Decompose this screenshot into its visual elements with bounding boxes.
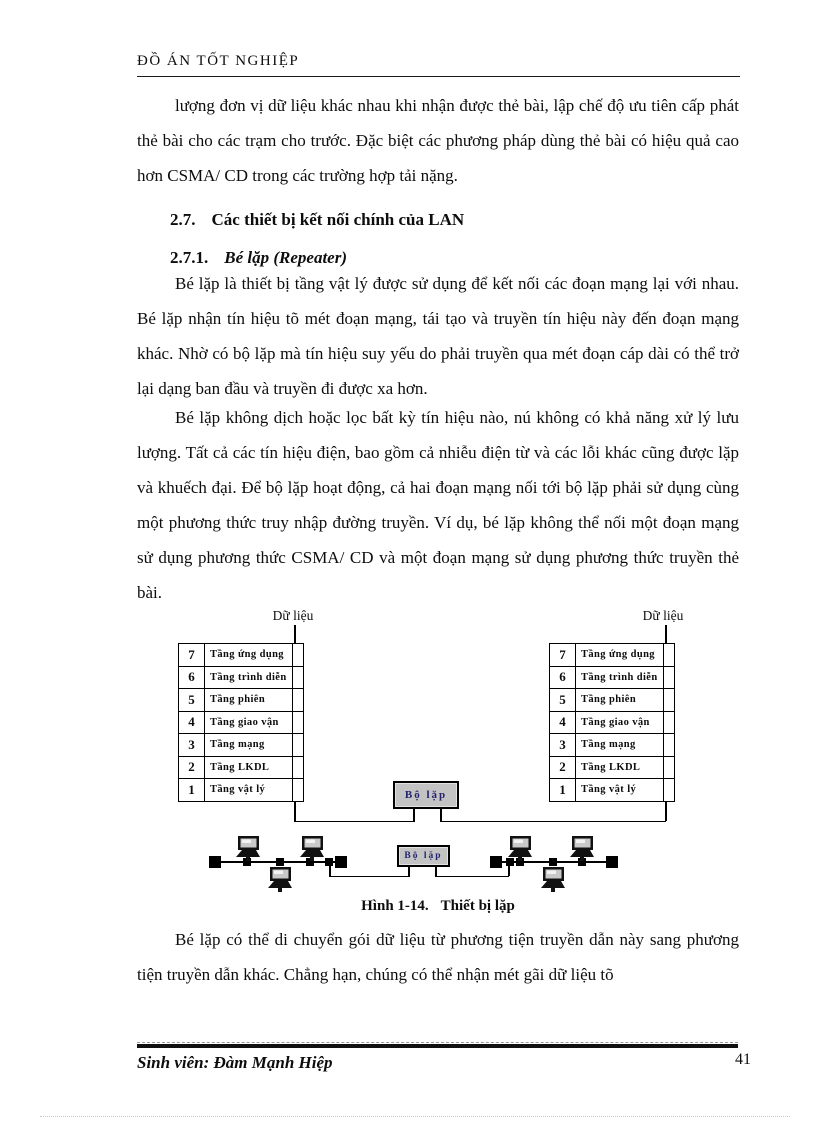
layer-tail-cell (293, 711, 304, 734)
layer-number: 4 (179, 711, 205, 734)
computer-icon (565, 835, 599, 862)
terminator-icon (209, 856, 221, 868)
layer-name: Tầng ứng dụng (205, 644, 293, 667)
layer-tail-cell (293, 734, 304, 757)
layer-number: 1 (550, 779, 576, 802)
layer-number: 7 (550, 644, 576, 667)
layer-name: Tầng vật lý (205, 779, 293, 802)
osi-row (550, 756, 675, 779)
layer-number: 3 (550, 734, 576, 757)
computer-icon (503, 835, 537, 862)
osi-stack-left (178, 643, 304, 802)
data-label-left: Dữ liệu (272, 608, 314, 623)
osi-row (550, 779, 675, 802)
layer-name: Tầng vật lý (576, 779, 664, 802)
layer-tail-cell (664, 644, 675, 667)
layer-tail-cell (293, 644, 304, 667)
layer-tail-cell (293, 689, 304, 712)
layer-name: Tầng phiên (576, 689, 664, 712)
connector-horizontal-right (435, 876, 509, 878)
footer-rule (137, 1042, 738, 1073)
layer-name: Tầng LKDL (205, 756, 293, 779)
computer-icon (536, 866, 570, 893)
layer-name: Tầng mạng (576, 734, 664, 757)
figure-caption-text: Thiết bị lặp (440, 898, 515, 914)
page-number: 41 (735, 1051, 751, 1068)
layer-name: Tầng mạng (205, 734, 293, 757)
layer-name: Tầng giao vận (576, 711, 664, 734)
footer-rule-bar (137, 1044, 738, 1048)
layer-tail-cell (664, 779, 675, 802)
heading-number: 2.7.1. (170, 248, 209, 267)
osi-row (550, 689, 675, 712)
layer-tail-cell (664, 689, 675, 712)
heading-text: Các thiết bị kết nối chính của LAN (211, 210, 465, 229)
layer-name: Tầng LKDL (576, 756, 664, 779)
osi-row (550, 711, 675, 734)
layer-number: 7 (179, 644, 205, 667)
section-heading-2-7 (137, 202, 739, 237)
paragraph-token-bus: lượng đơn vị dữ liệu khác nhau khi nhận được thẻ bài, lập chế độ ưu tiên cấp phát thẻ bài cho các trạm cho trước. Đặc biệt các phương pháp dùng thẻ bài có hiệu quả cao hơn CSMA/ CD trong các trường hợp tải nặng. (137, 96, 739, 185)
layer-tail-cell (664, 666, 675, 689)
osi-row (550, 666, 675, 689)
osi-row (179, 644, 304, 667)
layer-name: Tầng phiên (205, 689, 293, 712)
layer-number: 1 (179, 779, 205, 802)
page-bottom-border (40, 1116, 790, 1117)
layer-name: Tầng giao vận (205, 711, 293, 734)
layer-number: 2 (550, 756, 576, 779)
figure-caption (137, 898, 739, 915)
layer-tail-cell (293, 666, 304, 689)
layer-tail-cell (293, 756, 304, 779)
tap-icon (549, 858, 557, 866)
layer-number: 6 (550, 666, 576, 689)
layer-name: Tầng ứng dụng (576, 644, 664, 667)
osi-row (179, 666, 304, 689)
osi-stack-right (549, 643, 675, 802)
repeater-box-bottom: Bộ lặp (397, 845, 450, 867)
layer-tail-cell (664, 734, 675, 757)
connector-horizontal-right (440, 821, 666, 823)
osi-row (179, 779, 304, 802)
connector-horizontal-left (329, 876, 409, 878)
repeater-box-top: Bộ lặp (393, 781, 459, 809)
layer-tail-cell (664, 711, 675, 734)
layer-number: 6 (179, 666, 205, 689)
page-header-title: ĐỒ ÁN TỐT NGHIỆP (137, 53, 740, 77)
computer-icon (231, 835, 265, 862)
osi-row (179, 689, 304, 712)
terminator-icon (335, 856, 347, 868)
connector-horizontal-left (294, 821, 414, 823)
layer-tail-cell (664, 756, 675, 779)
footer-author: Sinh viên: Đàm Mạnh Hiệp (137, 1052, 333, 1072)
osi-row (179, 711, 304, 734)
computer-icon (295, 835, 329, 862)
terminator-icon (490, 856, 502, 868)
layer-number: 5 (179, 689, 205, 712)
osi-row (179, 734, 304, 757)
paragraph-repeater-media: Bé lặp có thể di chuyển gói dữ liệu từ phương tiện truyền dẫn này sang phương tiện truyền dẫn khác. Chẳng hạn, chúng có thể nhận mét gãi dữ liệu tõ (137, 930, 739, 984)
computer-icon (263, 866, 297, 893)
layer-name: Tầng trình diễn (576, 666, 664, 689)
layer-number: 4 (550, 711, 576, 734)
paragraph-repeater-limits: Bé lặp không dịch hoặc lọc bất kỳ tín hiệu nào, nú không có khả năng xử lý lưu lượng. Tất cả các tín hiệu điện, bao gồm cả nhiễu điện từ và các lỗi khác cũng được lặp và khuếch đại. Để bộ lặp hoạt động, cả hai đoạn mạng nối tới bộ lặp phải sử dụng cùng một phương thức truy nhập đường truyền. Ví dụ, bé lặp không thể nối một đoạn mạng sử dụng phương thức CSMA/ CD và một đoạn mạng sử dụng phương thức truyền thẻ bài. (137, 408, 739, 602)
figure-repeater-diagram (135, 608, 741, 900)
layer-tail-cell (293, 779, 304, 802)
osi-row (179, 756, 304, 779)
figure-caption-number: Hình 1-14. (361, 898, 429, 914)
layer-number: 2 (179, 756, 205, 779)
tap-icon (276, 858, 284, 866)
terminator-icon (606, 856, 618, 868)
osi-row (550, 644, 675, 667)
osi-row (550, 734, 675, 757)
connector-stub-left (329, 864, 331, 876)
layer-number: 3 (179, 734, 205, 757)
data-label-right: Dữ liệu (642, 608, 684, 623)
layer-number: 5 (550, 689, 576, 712)
paragraph-repeater-intro: Bé lặp là thiết bị tầng vật lý được sử dụng để kết nối các đoạn mạng lại với nhau. Bé lặp nhận tín hiệu tõ mét đoạn mạng, tái tạo và truyền tín hiệu này đến đoạn mạng khác. Nhờ có bộ lặp mà tín hiệu suy yếu do phải truyền qua mét đoạn cáp dài có thể trở lại dạng ban đầu và truyền đi được xa hơn. (137, 274, 739, 398)
heading-text: Bé lặp (Repeater) (224, 248, 347, 267)
layer-name: Tầng trình diễn (205, 666, 293, 689)
heading-number: 2.7. (170, 210, 196, 229)
